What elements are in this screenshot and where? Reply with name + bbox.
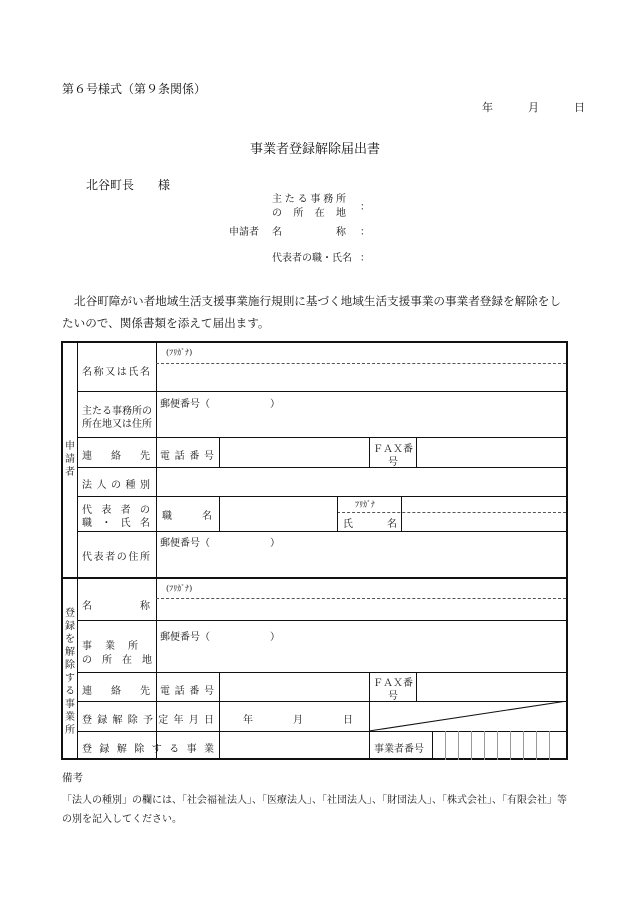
- planned-year: 年: [243, 715, 253, 726]
- remarks-text: 「法人の種別」の欄には、「社会福祉法人」、「医療法人」、「社団法人」、「財団法人」、「株式会社」、「有限会社」等の別を記入してください。: [62, 795, 567, 825]
- planned-month: 月: [293, 715, 303, 726]
- addressee: 北谷町長 様: [86, 178, 171, 192]
- cell-line: [471, 731, 472, 760]
- rep-furigana-label: ﾌﾘｶﾞﾅ: [355, 500, 375, 509]
- date-line: [482, 99, 585, 115]
- section-applicant-label: 申請者: [65, 441, 75, 478]
- applicant-prefix: 申請者: [229, 227, 259, 238]
- row-line: [77, 620, 567, 621]
- applicant-office-colon: ：: [360, 202, 370, 213]
- row-line: [77, 531, 567, 532]
- diagonal-strike: [369, 701, 567, 731]
- row-line: [77, 391, 567, 392]
- corp-type-label: 法人の種別: [82, 480, 150, 491]
- section-divider: [61, 577, 567, 579]
- business-fax-label-2: 号: [388, 691, 398, 702]
- cell-line: [458, 731, 459, 760]
- cell-line: [219, 496, 220, 531]
- remarks-heading: 備考: [62, 772, 83, 784]
- cell-line: [219, 672, 220, 701]
- cell-line: [536, 731, 537, 760]
- contact-label: 連 絡 先: [82, 451, 150, 462]
- cell-line: [432, 731, 433, 760]
- cell-line: [497, 731, 498, 760]
- cell-line: [510, 731, 511, 760]
- cell-line: [523, 731, 524, 760]
- cell-line: [369, 672, 370, 701]
- full-name-label: 氏 名: [343, 519, 397, 530]
- fax-label-2: 号: [388, 457, 398, 468]
- applicant-office-label-1: 主たる事務所: [272, 194, 346, 205]
- cell-line: [416, 672, 417, 701]
- table-border-top: [61, 341, 567, 343]
- applicant-name-colon: ：: [360, 227, 370, 238]
- rep-furigana-divider: [337, 512, 566, 513]
- table-border-bottom: [61, 758, 567, 760]
- phone-field[interactable]: [220, 438, 368, 466]
- furigana-divider-2: [156, 598, 566, 599]
- cell-line: [219, 701, 220, 760]
- cell-line: [416, 437, 417, 467]
- name-or-fullname-label: 名称又は氏名: [82, 367, 150, 378]
- cell-line: [401, 496, 402, 531]
- applicant-office-label-2: の 所 在 地: [272, 208, 346, 219]
- rep-label-1: 代表者の: [82, 505, 150, 516]
- date-day: 日: [574, 101, 585, 114]
- cell-line: [445, 731, 446, 760]
- row-line: [77, 672, 567, 673]
- row-line: [77, 731, 567, 732]
- job-title-label: 職 名: [162, 511, 212, 522]
- cell-line: [369, 437, 370, 467]
- phone-label: 電話番号: [160, 451, 214, 462]
- table-border-right: [566, 341, 568, 760]
- fax-label-1: ＦＡＸ番: [373, 444, 413, 455]
- cell-line: [337, 496, 338, 531]
- business-phone-label: 電話番号: [160, 686, 214, 697]
- col-line-2: [156, 341, 157, 760]
- date-year: 年: [482, 101, 493, 114]
- business-office-label-1: 事 業 所: [82, 641, 138, 652]
- row-line: [77, 496, 567, 497]
- furigana-divider: [156, 363, 566, 364]
- rep-address-label: 代表者の住所: [82, 552, 150, 563]
- cell-line: [549, 731, 550, 760]
- applicant-name-label: 名 称: [272, 227, 346, 238]
- business-name-label: 名 称: [82, 601, 150, 612]
- business-contact-label: 連 絡 先: [82, 686, 150, 697]
- main-office-label-2: 所在地又は住所: [82, 419, 152, 430]
- furigana-label: (ﾌﾘｶﾞﾅ): [166, 348, 193, 357]
- planned-day: 日: [343, 715, 353, 726]
- rep-label-2: 職・氏名: [82, 518, 150, 529]
- business-number-label: 事業者番号: [374, 744, 424, 755]
- applicant-rep-label: 代表者の職・氏名: [272, 253, 352, 264]
- col-line-1: [77, 341, 78, 760]
- applicant-rep-colon: ：: [360, 253, 370, 264]
- business-office-label-2: の 所 在 地: [82, 655, 152, 666]
- rep-postal-code-field[interactable]: 郵便番号（ ）: [160, 538, 280, 549]
- cell-line: [484, 731, 485, 760]
- postal-code-field[interactable]: 郵便番号（ ）: [160, 399, 280, 410]
- document-title: 事業者登録解除届出書: [249, 142, 380, 157]
- business-to-deregister-label: 登録解除する事業: [82, 744, 214, 755]
- planned-date-label: 登録解除予定年月日: [82, 715, 214, 726]
- business-postal-code-field[interactable]: 郵便番号（ ）: [160, 632, 280, 643]
- date-month: 月: [528, 101, 539, 114]
- row-line: [77, 467, 567, 468]
- section-business-label: 登録を解除する事業所: [65, 608, 75, 736]
- business-fax-label-1: ＦＡＸ番: [373, 678, 413, 689]
- furigana-label-2: (ﾌﾘｶﾞﾅ): [166, 584, 193, 593]
- form-number: 第６号様式（第９条関係）: [62, 82, 207, 96]
- body-paragraph: 北谷町障がい者地域生活支援事業施行規則に基づく地域生活支援事業の事業者登録を解除をしたいので、関係書類を添えて届出ます。: [62, 294, 561, 330]
- main-office-label-1: 主たる事務所の: [82, 406, 152, 417]
